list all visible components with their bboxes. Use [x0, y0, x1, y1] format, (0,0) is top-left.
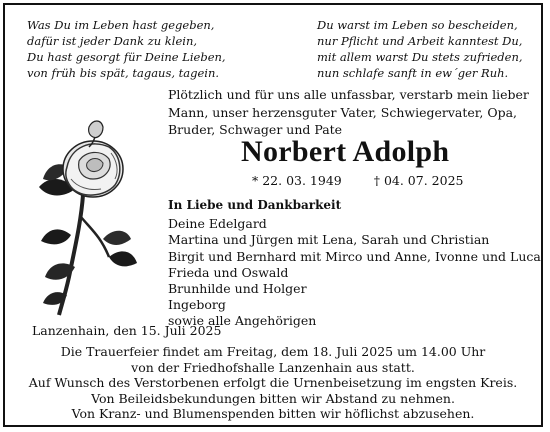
- family-member: Birgit und Bernhard mit Mirco und Anne, Ivonne und Luca: [168, 248, 541, 264]
- obituary-card: [3, 3, 543, 427]
- notice-line: Auf Wunsch des Verstorbenen erfolgt die Urnenbeisetzung im engsten Kreis.: [28, 375, 518, 390]
- poem-left-line: von früh bis spät, tagaus, tagein.: [27, 66, 220, 80]
- poem-right: [317, 17, 523, 81]
- family-member: Deine Edelgard: [168, 216, 267, 232]
- notice-line: Von Beileidsbekundungen bitten wir Abstand zu nehmen.: [91, 390, 455, 406]
- family-list: [168, 197, 541, 330]
- death-date: † 04. 07. 2025: [373, 173, 464, 188]
- poem-left-line: dafür ist jeder Dank zu klein,: [27, 34, 198, 48]
- poem-right-line: Du warst im Leben so bescheiden,: [317, 18, 518, 32]
- notice-line: von der Friedhofshalle Lanzenhain aus statt.: [131, 359, 415, 375]
- life-dates: [252, 173, 463, 188]
- poem-right-line: mit allem warst Du stets zufrieden,: [317, 50, 523, 64]
- poem-left: [27, 17, 226, 81]
- intro-line: Bruder, Schwager und Pate: [168, 122, 343, 137]
- notice-line: Von Kranz- und Blumenspenden bitten wir höflichst abzusehen.: [71, 406, 475, 421]
- funeral-notice: [5, 344, 541, 422]
- poem-right-line: nur Pflicht und Arbeit kanntest Du,: [317, 34, 523, 48]
- family-member: Brunhilde und Holger: [168, 281, 307, 297]
- rose-illustration: [31, 117, 141, 317]
- family-member: Martina und Jürgen mit Lena, Sarah und Christian: [168, 232, 490, 248]
- family-member: Frieda und Oswald: [168, 264, 289, 280]
- family-heading: In Liebe und Dankbarkeit: [168, 198, 342, 212]
- intro-line: Plötzlich und für uns alle unfassbar, verstarb mein lieber: [168, 87, 529, 102]
- poem-left-line: Was Du im Leben hast gegeben,: [27, 18, 215, 32]
- intro-text: [168, 86, 529, 139]
- family-member: Ingeborg: [168, 297, 226, 313]
- poem-right-line: nun schlafe sanft in ew´ger Ruh.: [317, 66, 509, 80]
- deceased-name: Norbert Adolph: [241, 135, 450, 168]
- birth-date: * 22. 03. 1949: [252, 173, 342, 188]
- family-member: sowie alle Angehörigen: [168, 313, 317, 329]
- poem-left-line: Du hast gesorgt für Deine Lieben,: [27, 50, 226, 64]
- intro-line: Mann, unser herzensguter Vater, Schwiegervater, Opa,: [168, 104, 517, 120]
- place-date: Lanzenhain, den 15. Juli 2025: [32, 323, 222, 338]
- notice-line: Die Trauerfeier findet am Freitag, dem 18. Juli 2025 um 14.00 Uhr: [60, 344, 486, 359]
